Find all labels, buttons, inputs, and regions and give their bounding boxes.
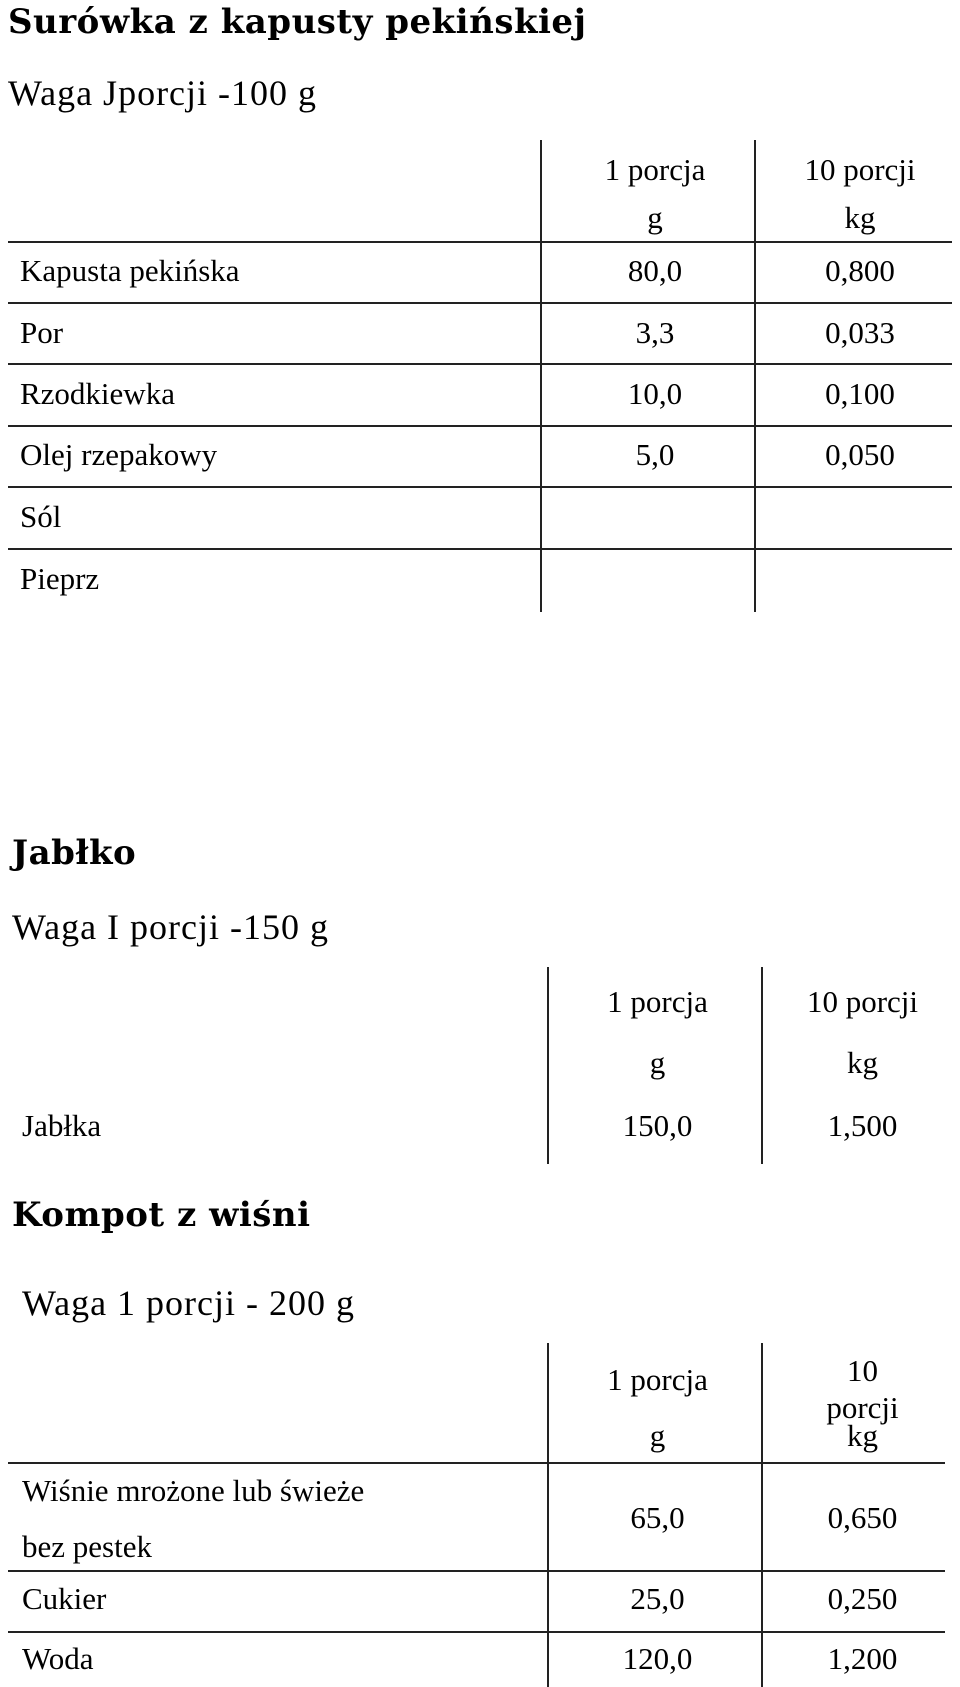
column-header-1-portion: 1 porcja — [607, 984, 708, 1019]
table-divider — [761, 967, 763, 1164]
table-divider — [761, 1343, 763, 1687]
ingredient-name: Kapusta pekińska — [20, 253, 240, 288]
ingredient-grams: 5,0 — [635, 437, 675, 472]
table-divider — [547, 1343, 549, 1687]
column-header-10-portions: 10 porcji — [804, 152, 916, 187]
column-header-porcji: porcji — [826, 1390, 899, 1425]
recipe-3-portion-weight: Waga 1 porcji - 200 g — [22, 1283, 356, 1323]
ingredient-kilograms: 1,200 — [827, 1641, 898, 1676]
table-divider — [754, 140, 756, 612]
ingredient-name: Sól — [20, 499, 62, 534]
recipe-3-title: Kompot z wiśni — [12, 1195, 311, 1235]
ingredient-kilograms: 0,100 — [825, 376, 895, 411]
unit-kilograms: kg — [847, 1045, 878, 1080]
ingredient-kilograms: 0,800 — [825, 253, 895, 288]
recipe-2-portion-weight: Waga I porcji -150 g — [12, 907, 329, 947]
recipe-2-title: Jabłko — [12, 833, 137, 873]
table-rule — [8, 1570, 945, 1572]
table-divider — [540, 140, 542, 612]
table-divider — [547, 967, 549, 1164]
table-rule — [8, 1462, 945, 1464]
unit-grams: g — [649, 1418, 666, 1453]
table-rule — [8, 302, 952, 304]
recipe-1-portion-weight: Waga Jporcji -100 g — [8, 73, 318, 113]
ingredient-name-line-2: bez pestek — [22, 1529, 152, 1564]
recipe-1-title: Surówka z kapusty pekińskiej — [8, 2, 587, 42]
ingredient-kilograms: 0,050 — [825, 437, 895, 472]
ingredient-grams: 10,0 — [627, 376, 683, 411]
ingredient-grams: 120,0 — [622, 1641, 693, 1676]
table-rule — [8, 363, 952, 365]
ingredient-grams: 80,0 — [627, 253, 683, 288]
unit-grams: g — [647, 200, 663, 235]
ingredient-name: Woda — [22, 1641, 94, 1676]
column-header-porcji-clip — [775, 1390, 950, 1425]
ingredient-kilograms: 0,650 — [827, 1500, 898, 1535]
column-header-10-portions: 10 porcji — [806, 984, 919, 1019]
ingredient-grams: 65,0 — [630, 1500, 685, 1535]
ingredient-name: Jabłka — [22, 1108, 102, 1143]
table-rule — [8, 425, 952, 427]
ingredient-name: Olej rzepakowy — [20, 437, 218, 472]
ingredient-name-line-1: Wiśnie mrożone lub świeże — [22, 1473, 365, 1508]
table-rule — [8, 241, 952, 243]
column-header-1-portion: 1 porcja — [604, 152, 706, 187]
unit-grams: g — [649, 1045, 666, 1080]
ingredient-name: Pieprz — [20, 561, 100, 596]
ingredient-grams: 3,3 — [635, 315, 675, 350]
column-header-1-portion: 1 porcja — [607, 1362, 708, 1397]
ingredient-grams: 25,0 — [630, 1581, 685, 1616]
column-header-10: 10 — [847, 1353, 878, 1388]
unit-kilograms: kg — [847, 1418, 878, 1453]
unit-kilograms: kg — [844, 200, 876, 235]
ingredient-name: Por — [20, 315, 64, 350]
ingredient-kilograms: 0,250 — [827, 1581, 898, 1616]
table-rule — [8, 1631, 945, 1633]
ingredient-name: Cukier — [22, 1581, 107, 1616]
ingredient-kilograms: 1,500 — [827, 1108, 898, 1143]
ingredient-name: Rzodkiewka — [20, 376, 175, 411]
ingredient-kilograms: 0,033 — [825, 315, 895, 350]
ingredient-grams: 150,0 — [622, 1108, 693, 1143]
table-rule — [8, 548, 952, 550]
table-rule — [8, 486, 952, 488]
